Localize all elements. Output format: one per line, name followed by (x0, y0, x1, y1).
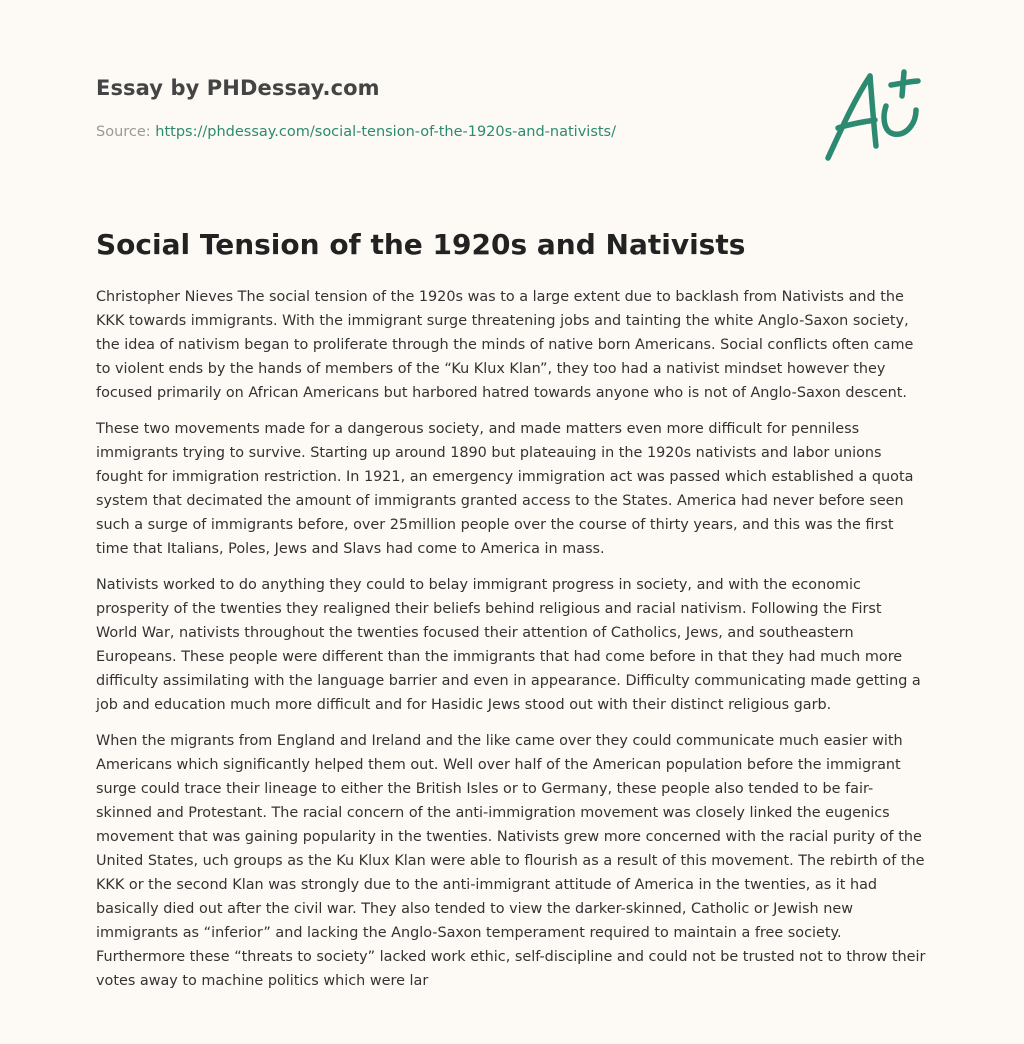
article-paragraph: These two movements made for a dangerous society, and made matters even more difficult for penniless immigrants trying to survive. Starting up around 1890 but plateauing in the 1920s nativists and labor unions fought for immigration restriction. In 1921, an emergency immigration act was passed which established a quota system that decimated the amount of immigrants granted access to the States. America had never before seen such a surge of immigrants before, over 25million people over the course of thirty years, and this was the first time that Italians, Poles, Jews and Slavs had come to America in mass. (96, 421, 914, 557)
brand-title: Essay by PHDessay.com (96, 76, 380, 100)
article-title: Social Tension of the 1920s and Nativists (96, 228, 746, 261)
article-paragraph: When the migrants from England and Ireland and the like came over they could communicate much easier with Americans which significantly helped them out. Well over half of the American population before the immigrant surge could trace their lineage to either the British Isles or to Germany, these people also tended to be fair-skinned and Protestant. The racial concern of the anti-immigration movement was closely linked the eugenics movement that was gaining popularity in the twenties. Nativists grew more concerned with the racial purity of the United States, uch groups as the Ku Klux Klan were able to flourish as a result of this movement. The rebirth of the KKK or the second Klan was strongly due to the anti-immigrant attitude of America in the twenties, as it had basically died out after the civil war. They also tended to view the darker-skinned, Catholic or Jewish new immigrants as “inferior” and lacking the Anglo-Saxon temperament required to maintain a free society. Furthermore these “threats to society” lacked work ethic, self-discipline and could not be trusted not to throw their votes away to machine politics which were lar (96, 733, 926, 989)
a-plus-grade-icon (818, 62, 928, 168)
source-line (96, 124, 616, 140)
article-paragraph: Nativists worked to do anything they could to belay immigrant progress in society, and with the economic prosperity of the twenties they realigned their beliefs behind religious and racial nativism. Following the First World War, nativists throughout the twenties focused their attention of Catholics, Jews, and southeastern Europeans. These people were different than the immigrants that had come before in that they had much more difficulty assimilating with the language barrier and even in appearance. Difficulty communicating made getting a job and education much more difficult and for Hasidic Jews stood out with their distinct religious garb. (96, 577, 921, 713)
article-paragraph: Christopher Nieves The social tension of the 1920s was to a large extent due to backlash from Nativists and the KKK towards immigrants. With the immigrant surge threatening jobs and tainting the white Anglo-Saxon society, the idea of nativism began to proliferate through the minds of native born Americans. Social conflicts often came to violent ends by the hands of members of the “Ku Klux Klan”, they too had a nativist mindset however they focused primarily on African Americans but harbored hatred towards anyone who is not of Anglo-Saxon descent. (96, 289, 914, 401)
article-body (96, 285, 926, 1005)
source-label: Source: (96, 124, 156, 140)
source-link[interactable]: https://phdessay.com/social-tension-of-the-1920s-and-nativists/ (155, 124, 616, 140)
page-header (96, 0, 928, 200)
